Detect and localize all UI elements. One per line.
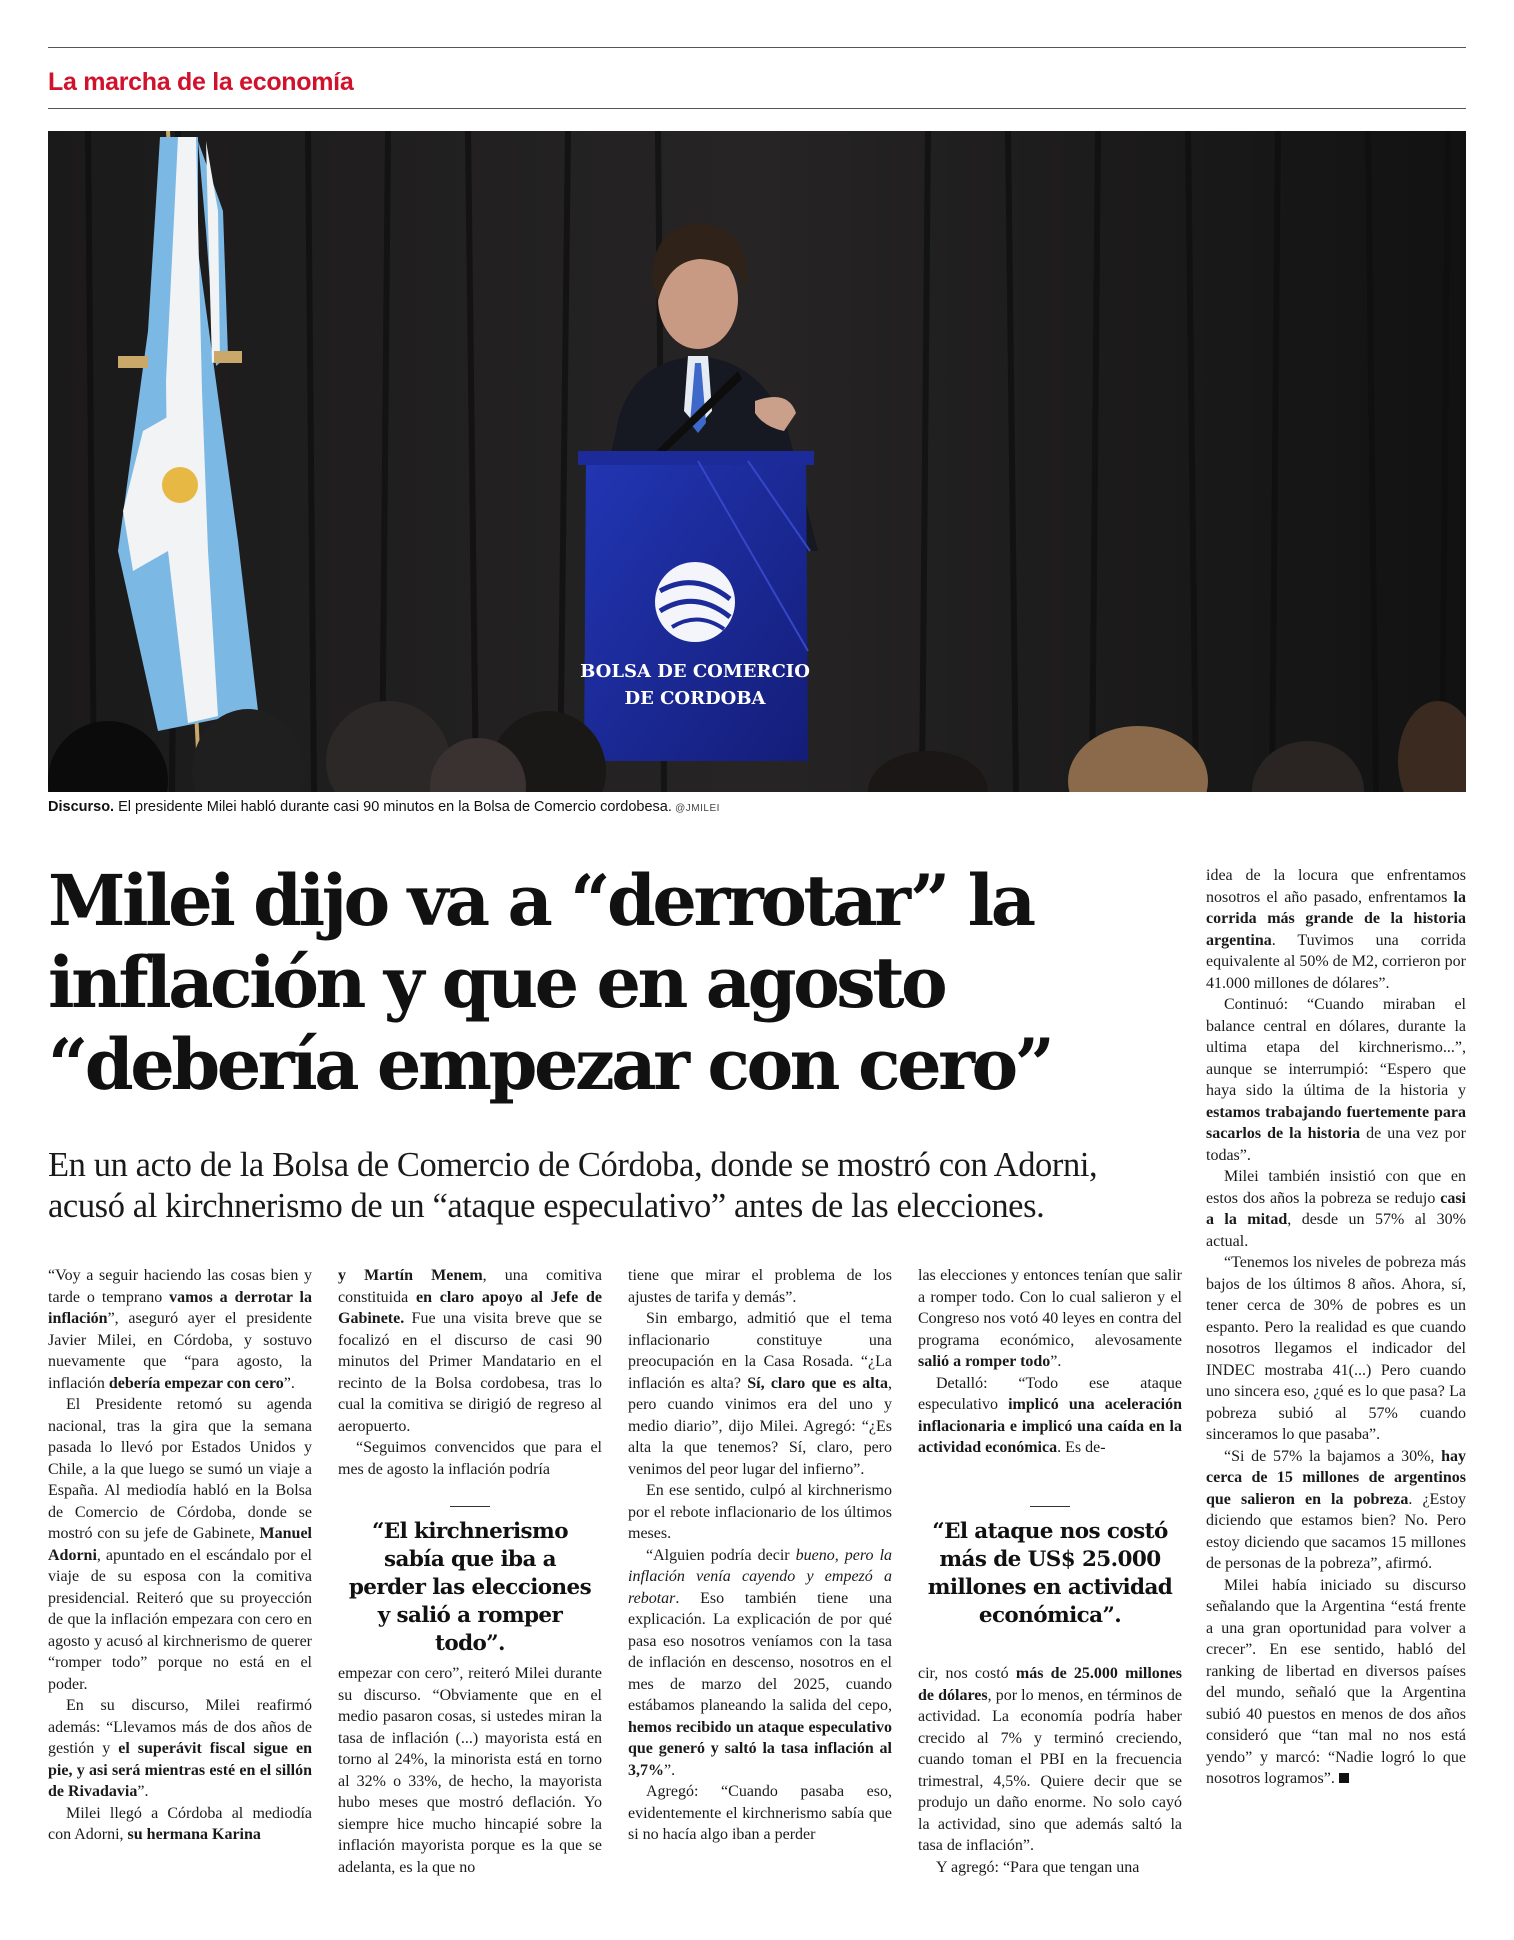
body-column-3 (628, 1265, 892, 1846)
headline (48, 860, 1188, 1106)
paragraph: Milei había iniciado su discurso señalando que la Argentina “está frente a una gran oportunidad para volver a crecer”. En ese sentido, habló del ranking de libertad en diversos países del mundo, señaló que la Argentina subió 40 puestos en menos de dos años consideró que “tan mal no nos está yendo” y marcó: “Nadie logró lo que nosotros logramos”. (1206, 1576, 1466, 1787)
paragraph: “Seguimos convencidos que para el mes de agosto la inflación podría (338, 1439, 602, 1478)
pull-quote-rule (450, 1506, 490, 1507)
deck-line-2: acusó al kirchnerismo de un “ataque especulativo” antes de las elecciones. (48, 1187, 1045, 1225)
deck (48, 1145, 1188, 1227)
paragraph: empezar con cero”, reiteró Milei durante su discurso. “Obviamente que en el medio pasaron cosas, si ustedes miran la tasa de inflación (...) mayorista está en torno al 24%, la minorista está en torno al 32% o 33%, de hecho, la mayorista hubo meses que mostró deflación. Yo siempre hice mucho hincapié sobre la inflación mayorista porque es la que se adelanta, es la que no (338, 1665, 602, 1876)
podium (578, 451, 814, 761)
caption-credit: @JMILEI (671, 803, 720, 814)
body-column-5 (1206, 865, 1466, 1790)
hero-photo (48, 131, 1466, 792)
paragraph: En su discurso, Milei reafirmó además: “Llevamos más de dos años de gestión y el superávit fiscal sigue en pie, y asi será mientras esté en el sillón de Rivadavia”. (48, 1697, 313, 1800)
paragraph: En ese sentido, culpó al kirchnerismo por el rebote inflacionario de los últimos meses. (628, 1482, 892, 1542)
paragraph: cir, nos costó más de 25.000 millones de dólares, por lo menos, en términos de actividad. La economía podría haber crecido al 7% y terminó creciendo, cuando toman el PBI en la frecuencia trimestral, 4,5%. Quiere decir que se produjo un daño enorme. No solo cayó la actividad, sino que además saltó la tasa de inflación”. (918, 1665, 1182, 1854)
paragraph: tiene que mirar el problema de los ajustes de tarifa y demás”. (628, 1267, 892, 1306)
headline-line-3: “debería empezar con cero” (48, 1023, 1052, 1106)
podium-text-line2: DE CORDOBA (624, 688, 766, 709)
paragraph: idea de la locura que enfrentamos nosotros el año pasado, enfrentamos la corrida más grande de la historia argentina. Tuvimos una corrida equivalente al 50% de M2, corrieron por 41.000 millones de dólares”. (1206, 867, 1466, 992)
paragraph: y Martín Menem, una comitiva constituida en claro apoyo al Jefe de Gabinete. Fue una visita breve que se focalizó en el discurso de casi 90 minutos del Primer Mandatario en el recinto de la Bolsa cordobesa, tras lo cual la comitiva se dirigió de regreso al aeropuerto. (338, 1267, 602, 1435)
hero-photo-illustration (48, 131, 1466, 792)
paragraph: “Si de 57% la bajamos a 30%, hay cerca de 15 millones de argentinos que salieron en la pobreza. ¿Estoy diciendo que estamos bien? No. Pero estoy diciendo que sacamos 15 millones de personas de la pobreza”, afirmó. (1206, 1447, 1466, 1572)
paragraph: Milei llegó a Córdoba al mediodía con Adorni, su hermana Karina (48, 1804, 312, 1843)
pull-quote-rule (1030, 1506, 1070, 1507)
paragraph: El Presidente retomó su agenda nacional, tras la gira que la semana pasada lo llevó por Estados Unidos y Chile, a la que luego se sumó un viaje a España. Al mediodía habló en la Bolsa de Comercio de Córdoba, donde se mostró con su jefe de Gabinete, Manuel Adorni, apuntado en el escándalo por el viaje de su esposa con la comitiva presidencial. Reiteró que su proyección de que la inflación empezara con cero en agosto y acusó al kirchnerismo de querer “romper todo” porque no está en el poder. (48, 1396, 312, 1693)
paragraph: Agregó: “Cuando pasaba eso, evidentemente el kirchnerismo sabía que si no hacía algo iban a perder (628, 1783, 892, 1843)
pull-quote-1: “El kirchnerismo sabía que iba a perder las elecciones y salió a romper todo”. (348, 1519, 592, 1656)
caption-text: El presidente Milei habló durante casi 90 minutos en la Bolsa de Comercio cordobesa. (114, 799, 672, 815)
body-column-2 (338, 1265, 602, 1480)
paragraph: las elecciones y entonces tenían que salir a romper todo. Con lo cual salieron y el Congreso nos votó 40 leyes en contra del programa económico, alevosamente salió a romper todo”. (918, 1267, 1182, 1370)
photo-caption (48, 799, 1466, 815)
body-column-2-continued (338, 1663, 602, 1878)
deck-line-1: En un acto de la Bolsa de Comercio de Córdoba, donde se mostró con Adorni, (48, 1146, 1098, 1184)
paragraph: “Alguien podría decir bueno, pero la inflación venía cayendo y empezó a rebotar. Eso también tiene una explicación. La explicación de por qué pasa eso nosotros veníamos con la tasa de inflación en descenso, nosotros en el mes de marzo del 2025, cuando estábamos planeando la salida del cepo, hemos recibido un ataque especulativo que generó y saltó la tasa inflación al 3,7%”. (628, 1546, 893, 1779)
paragraph: Y agregó: “Para que tengan una (936, 1858, 1140, 1876)
paragraph: Continuó: “Cuando miraban el balance central en dólares, durante la ultima etapa del kirchnerismo...”, aunque se interrumpió: “Espero que haya sido la última de la historia y estamos trabajando fuertemente para sacarlos de la historia de una vez por todas”. (1206, 996, 1466, 1164)
paragraph: “Voy a seguir haciendo las cosas bien y tarde o temprano vamos a derrotar la inflación”, aseguró ayer el presidente Javier Milei, en Córdoba, y sostuvo nuevamente que “para agosto, la inflación debería empezar con cero”. (48, 1267, 312, 1392)
paragraph: Sin embargo, admitió que el tema inflacionario constituye una preocupación en la Casa Rosada. “¿La inflación es alta? Sí, claro que es alta, pero cuando vinimos era del uno y medio diario”, dijo Milei. Agregó: “¿Es alta la que tenemos? Sí, claro, pero venimos del peor lugar del infierno”. (628, 1310, 893, 1478)
pull-quote-2: “El ataque nos costó más de US$ 25.000 millones en actividad económica”. (927, 1519, 1173, 1628)
body-column-4-continued (918, 1663, 1182, 1878)
headline-line-2: inflación y que en agosto (48, 941, 945, 1024)
paragraph: Detalló: “Todo ese ataque especulativo implicó una aceleración inflacionaria e implicó una caída en la actividad económica. Es de- (918, 1374, 1182, 1456)
body-column-1 (48, 1265, 312, 1846)
headline-line-1: Milei dijo va a “derrotar” la (48, 859, 1033, 942)
paragraph: “Tenemos los niveles de pobreza más bajos de los últimos 8 años. Ahora, sí, tener cerca de 30% de pobres es un espanto. Pero la realidad es que cuando nosotros llegamos el indicador del INDEC mostraba 41(...) Pero cuando uno sincera eso, ¿qué es lo que pasa? La pobreza subió al 57% cuando sinceramos lo que pasaba”. (1206, 1254, 1466, 1443)
paragraph: Milei también insistió con que en estos dos años la pobreza se redujo casi a la mitad, desde un 57% al 30% actual. (1206, 1168, 1466, 1250)
caption-lead: Discurso. (48, 799, 115, 815)
podium-text-line1: BOLSA DE COMERCIO (580, 661, 810, 682)
end-of-article-mark (1339, 1773, 1349, 1783)
top-rule (48, 47, 1466, 48)
section-label: La marcha de la economía (48, 68, 354, 96)
section-rule (48, 108, 1466, 109)
body-column-4 (918, 1265, 1182, 1459)
